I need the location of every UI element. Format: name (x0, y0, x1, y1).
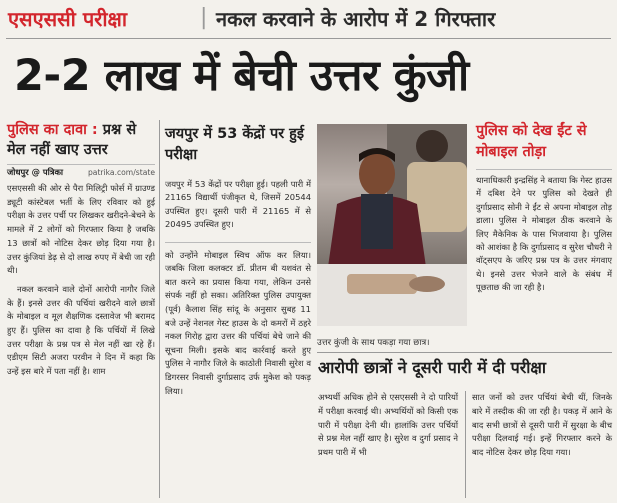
kicker: नकल करवाने के आरोप में 2 गिरफ्तार (216, 7, 496, 31)
col4-body: थानाधिकारी इन्द्रसिंह ने बताया कि गेस्ट हाउस में दबिश देने पर पुलिस को देखते ही दुर्गाप्रसाद सोनी ने ईंट से अपना मोबाइल तोड़ डाला। पुलिस ने मोबाइल ठीक करवाने के लिए मैकेनिक के पास भिजवाया है। पुलिस को आशंका है कि दुर्गाप्रसाद व सुरेश चौधरी ने वॉट्सएप के जरिए प्रश्न पत्र के उत्तर मंगवाए थे। इनसे उत्तर भेजने वाले के संबंध में पूछताछ की जा रही है। (476, 175, 612, 293)
col1-heading-rest: प्रश्न से मेल नहीं खाए उत्तर (7, 122, 137, 158)
column-2 (165, 124, 311, 398)
section-label (8, 6, 127, 32)
sub-col-a: अभ्यर्थी अधिक होने से एसएससी ने दो पारियों में परीक्षा करवाई थी। अभ्यर्थियों को किसी एक पारी में परीक्षा देनी थी। हालांकि उत्तर पर्चियों से प्रश्न मेल नहीं खाए है। सुरेश व दुर्गा प्रसाद ने प्रथम पारी में भी (318, 392, 458, 458)
column-4 (476, 121, 612, 295)
col1-para-1: एसएससी की ओर से पैरा मिलिट्री फोर्स में ग्राउण्ड ड्यूटी कांस्टेबल भर्ती के लिए रविवार को हुई परीक्षा के उत्तर पर्ची पर लिखकर खरीदने-बेचने के मामले में 2 लोगों को गिरफ्तार किया है जबकि 13 छात्रों को नोटिस देकर छोड़ दिया गया है। उत्तर कुंजियां डेढ़ से दो लाख रुपए में बेची जा रही थी। (7, 183, 155, 276)
sub-rule (317, 352, 612, 353)
photo-illustration (317, 124, 467, 326)
col1-heading (7, 120, 155, 160)
top-rule (6, 38, 611, 39)
col1-para-2: नकल करवाने वाले दोनों आरोपी नागौर जिले के हैं। इनसे उत्तर की पर्चियां खरीदने वाले छात्रों के मोबाइल व मूल शैक्षणिक दस्तावेज भी बरामद हुए हैं। पुलिस का दावा है कि पर्चियों में लिखे उत्तर परीक्षा के प्रश्न पत्र से मेल नहीं खा रहे हैं। एडीएम सिटी अजरा परवीन ने दिन में कहा कि उन्हें इस बारे में पता नहीं है। शाम (7, 283, 155, 377)
col4-heading: पुलिस को देख ईंट से मोबाइल तोड़ा (476, 123, 587, 160)
col2-rule (165, 242, 311, 243)
photo-caption: उत्तर कुंजी के साथ पकड़ा गया छात्र। (317, 338, 430, 348)
section-text: एसएससी परीक्षा (8, 7, 128, 31)
col1-heading-red: पुलिस का दावा : (7, 122, 98, 138)
col4-rule (476, 169, 612, 170)
column-1 (7, 120, 155, 379)
dateline: जोधपुर @ पत्रिका (7, 167, 64, 177)
dateline-row (7, 167, 155, 178)
col1-rule (7, 164, 155, 165)
web-link[interactable]: patrika.com/state (87, 168, 155, 177)
headline: 2-2 लाख में बेची उत्तर कुंजी (14, 51, 469, 101)
column-divider (159, 120, 160, 498)
col2-heading: जयपुर में 53 केंद्रों पर हुई परीक्षा (165, 126, 305, 163)
banner-separator: | (200, 5, 208, 30)
col2-para-2: को उन्होंने मोबाइल स्विच ऑफ कर लिया। जबकि जिला कलक्टर डॉ. प्रीतम बी यशवंत से बात करने का प्रयास किया गया, लेकिन उनसे संपर्क नहीं हो सका। अतिरिक्त पुलिस उपायुक्त (पूर्व) कैलाश सिंह सांदू के अनुसार सुबह 11 बजे उन्हें नेशनल गेस्ट हाउस के दो कमरों में ठहरे नकल गिरोह द्वारा उत्तर की पर्चियां बेचे जाने की सूचना मिली। इसके बाद कार्रवाई करते हुए पुलिस ने नागौर जिले के काठोती निवासी सुरेश व डिगरसर निवासी दुर्गाप्रसाद उर्फ मुकेश को पकड़ लिया। (165, 249, 311, 396)
col2-para-1: जयपुर में 53 केंद्रों पर परीक्षा हुई। पहली पारी में 21165 विद्यार्थी पंजीकृत थे, जिसमें 20544 उपस्थित हुए। दूसरी पारी में 21165 में से 20495 उपस्थित हुए। (165, 179, 311, 230)
col1-body (7, 182, 155, 379)
sub-col-b: सात जनों को उत्तर पर्चियां बेची थीं, जिनके बारे में तस्दीक की जा रही है। पकड़ में आने के बाद सभी छात्रों से दूसरी पारी में सुरक्षा के बीच परीक्षा दिलवाई गई। इन्हें गिरफ्तार करने के बाद नोटिस देकर छोड़ दिया गया। (472, 392, 612, 458)
news-photo (317, 124, 467, 326)
sub-heading: आरोपी छात्रों ने दूसरी पारी में दी परीक्षा (318, 358, 547, 377)
sub-col-divider (465, 391, 466, 498)
